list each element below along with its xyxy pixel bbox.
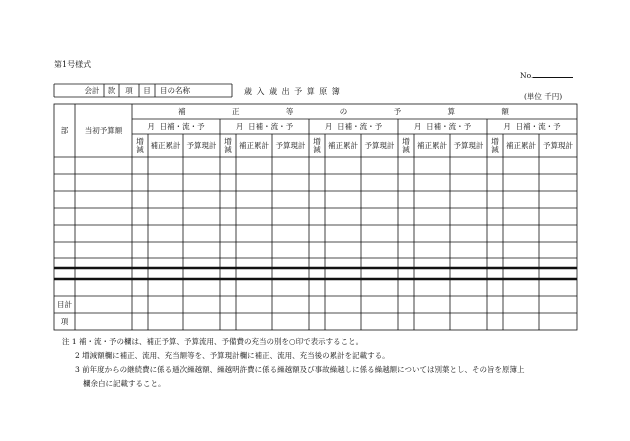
row-label-item-total: 目計 [57, 299, 72, 309]
sub-cumulative-3: 補正累計 [328, 140, 358, 150]
note-2: 2 増減額欄に補正、流用、充当額等を、予算現計欄に補正、流用、充当後の累計を記載する。 [75, 351, 390, 360]
sub-current-3: 予算現計 [364, 140, 395, 150]
month-day-header-1: 月 日補・流・予 [147, 121, 205, 131]
doc-number-label: No. [520, 71, 573, 80]
header-moku: 目 [143, 85, 151, 95]
header-kaikei: 会計 [84, 85, 100, 95]
sub-cumulative-4: 補正累計 [417, 140, 447, 150]
dept-header: 部 [60, 125, 69, 135]
note-3: 3 前年度からの継続費に係る逓次繰越額、繰越明許費に係る繰越額及び事故繰越しに係る繰越額については別葉とし、その旨を原簿上 [75, 365, 525, 374]
header-ko: 項 [125, 85, 133, 95]
sub-current-4: 予算現計 [453, 140, 484, 150]
sub-increase-decrease-3: 増 減 [313, 136, 321, 154]
form-label: 第1号様式 [54, 60, 92, 69]
month-day-header-3: 月 日補・流・予 [324, 121, 383, 131]
unit-label: (単位 千円) [524, 92, 563, 101]
sub-cumulative-1: 補正累計 [150, 140, 181, 150]
sub-current-5: 予算現計 [543, 140, 573, 150]
sub-increase-decrease-4: 増 減 [402, 136, 410, 154]
header-item-name: 目の名称 [160, 85, 190, 95]
month-day-header-5: 月 日補・流・予 [503, 121, 561, 131]
note-1: 注 1 補・流・予の欄は、補正予算、予算流用、予備費の充当の別を○印で表示すること。 [62, 337, 364, 346]
sub-increase-decrease-1: 増 減 [136, 136, 144, 154]
sub-increase-decrease-2: 増 減 [224, 136, 232, 154]
note-3-cont: 欄余白に記載すること。 [83, 379, 166, 388]
sub-increase-decrease-5: 増 減 [491, 136, 499, 154]
notes [62, 335, 525, 391]
sub-cumulative-5: 補正累計 [506, 140, 536, 150]
month-day-header-2: 月 日補・流・予 [235, 121, 294, 131]
ledger-title: 歳 入 歳 出 予 算 原 簿 [244, 87, 341, 96]
row-label-ko: 項 [60, 316, 69, 326]
sub-current-2: 予算現計 [275, 140, 306, 150]
sub-current-1: 予算現計 [186, 140, 217, 150]
initial-budget-header: 当初予算額 [84, 125, 123, 135]
sub-cumulative-2: 補正累計 [239, 140, 269, 150]
header-kan: 款 [107, 85, 116, 95]
supplementary-budget-header: 補 正 等 の 予 算 額 [178, 106, 531, 116]
month-day-header-4: 月 日補・流・予 [413, 121, 472, 131]
